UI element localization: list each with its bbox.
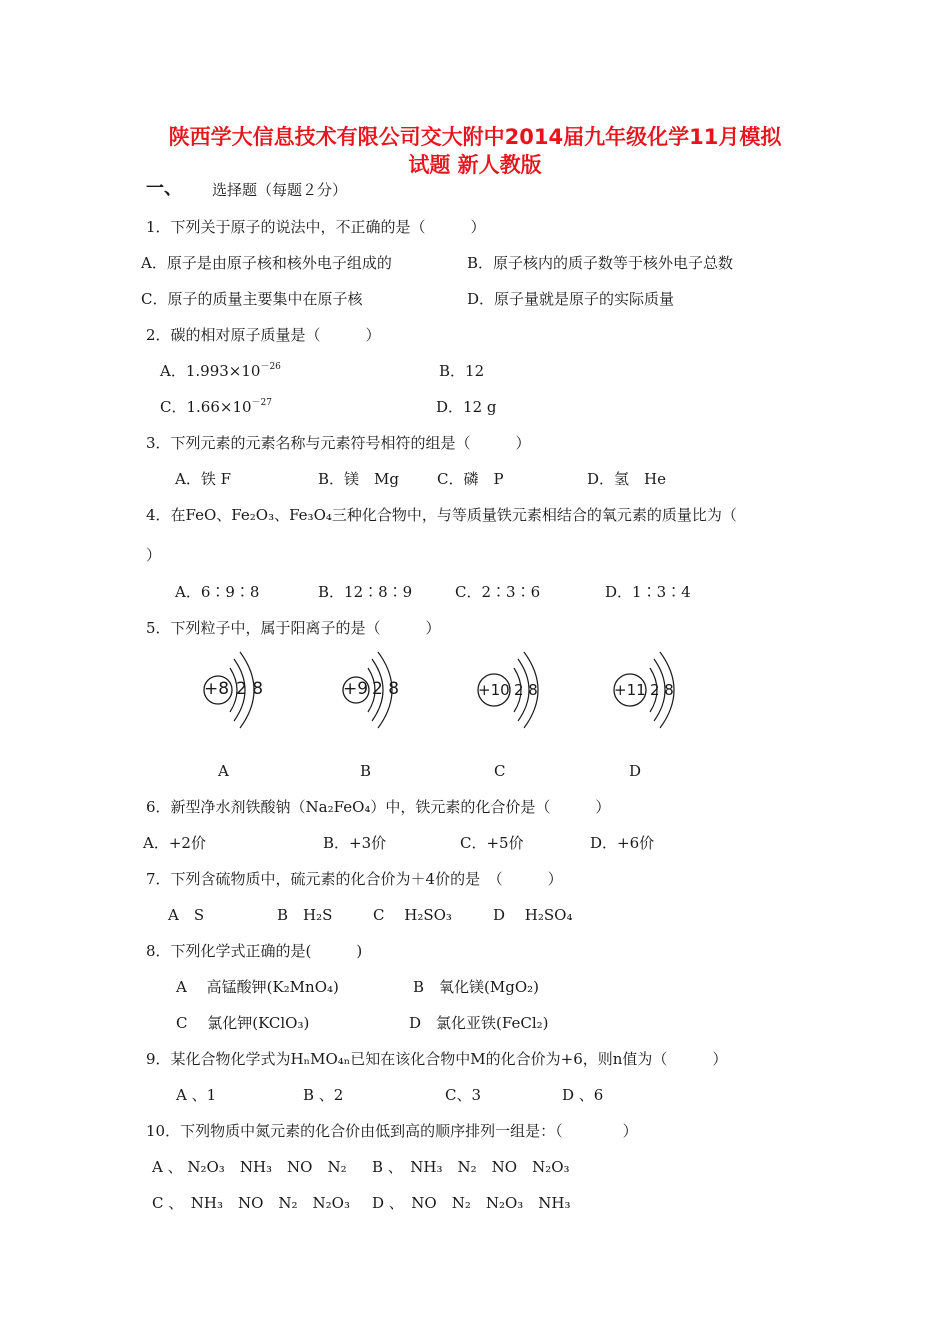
atom-d-shells: 2 8: [650, 681, 674, 699]
q10-option-b: B 、 NH₃ N₂ NO N₂O₃: [372, 1158, 570, 1176]
atom-d-nucleus: +11: [614, 681, 646, 699]
section-number: 一、: [146, 178, 182, 199]
q7-stem: 7．下列含硫物质中，硫元素的化合价为＋4价的是 （ ）: [146, 870, 563, 888]
q2-option-a-base: A．1.993×10: [160, 362, 261, 380]
q6-option-d: D．+6价: [590, 834, 655, 852]
q3-option-d: D．氢 He: [587, 470, 666, 488]
q2-option-c-base: C．1.66×10: [160, 398, 252, 416]
q3-stem: 3．下列元素的元素名称与元素符号相符的组是（ ）: [146, 434, 531, 452]
q2-option-a: [160, 362, 281, 380]
q10-option-a: A 、 N₂O₃ NH₃ NO N₂: [152, 1158, 347, 1176]
q7-option-c: C H₂SO₃: [373, 906, 452, 924]
q9-stem: 9．某化合物化学式为HₙMO₄ₙ已知在该化合物中M的化合价为+6，则n值为（ ）: [146, 1050, 728, 1068]
q7-option-a: A S: [168, 906, 205, 924]
atom-structure-b: [340, 650, 430, 730]
section-label: 选择题（每题２分）: [212, 181, 348, 199]
q2-option-c-exponent: －27: [251, 398, 272, 408]
q3-option-a: A．铁 F: [175, 470, 232, 488]
q1-option-c: C．原子的质量主要集中在原子核: [141, 290, 363, 308]
q4-option-c: C．2∶3∶6: [455, 583, 541, 601]
document-title-line1: 陕西学大信息技术有限公司交大附中2014届九年级化学11月模拟: [168, 125, 782, 149]
atom-a-nucleus: +8: [204, 679, 230, 699]
q2-option-b: B．12: [439, 362, 485, 380]
atom-label-d: D: [629, 762, 642, 780]
q2-option-a-exponent: －26: [260, 362, 281, 372]
q7-option-d: D H₂SO₄: [493, 906, 573, 924]
q1-option-d: D．原子量就是原子的实际质量: [467, 290, 675, 308]
q10-option-d: D 、 NO N₂ N₂O₃ NH₃: [372, 1194, 571, 1212]
q10-option-c: C 、 NH₃ NO N₂ N₂O₃: [152, 1194, 350, 1212]
q1-stem: 1．下列关于原子的说法中，不正确的是（ ）: [146, 218, 486, 236]
q5-stem: 5．下列粒子中，属于阳离子的是（ ）: [146, 619, 441, 637]
q2-option-d: D．12 g: [436, 398, 497, 416]
q1-option-b: B．原子核内的质子数等于核外电子总数: [467, 254, 734, 272]
atom-c-nucleus: +10: [478, 681, 510, 699]
q4-stem-end: ）: [146, 546, 162, 564]
atom-structure-c: [474, 650, 564, 730]
q2-option-c: [160, 398, 272, 416]
q9-option-b: B 、2: [303, 1086, 344, 1104]
q7-option-b: B H₂S: [277, 906, 333, 924]
atom-label-c: C: [494, 762, 506, 780]
q6-stem: 6．新型净水剂铁酸钠（Na₂FeO₄）中，铁元素的化合价是（ ）: [146, 798, 611, 816]
q8-option-a: A 高锰酸钾(K₂MnO₄): [176, 978, 339, 996]
atom-label-a: A: [218, 762, 229, 780]
atom-c-shells: 2 8: [514, 681, 538, 699]
q1-option-a: A．原子是由原子核和核外电子组成的: [141, 254, 392, 272]
q8-option-b: B 氧化镁(MgO₂): [413, 978, 539, 996]
q9-option-d: D 、6: [562, 1086, 604, 1104]
q3-option-c: C．磷 P: [437, 470, 504, 488]
q4-option-d: D．1∶3∶4: [605, 583, 691, 601]
q2-stem: 2．碳的相对原子质量是（ ）: [146, 326, 381, 344]
q8-option-d: D 氯化亚铁(FeCl₂): [409, 1014, 549, 1032]
q4-stem: 4．在FeO、Fe₂O₃、Fe₃O₄三种化合物中，与等质量铁元素相结合的氧元素的质量比为（: [146, 506, 737, 524]
q10-stem: 10．下列物质中氮元素的化合价由低到高的顺序排列一组是：（ ）: [146, 1122, 638, 1140]
atom-b-shells: 2 8: [372, 679, 400, 699]
q6-option-b: B．+3价: [323, 834, 387, 852]
q6-option-a: A．+2价: [143, 834, 206, 852]
q3-option-b: B．镁 Mg: [318, 470, 399, 488]
atom-a-shells: 2 8: [236, 679, 264, 699]
atom-structure-d: [610, 650, 700, 730]
q8-option-c: C 氯化钾(KClO₃): [176, 1014, 310, 1032]
q6-option-c: C．+5价: [460, 834, 524, 852]
q8-stem: 8．下列化学式正确的是( ): [146, 942, 363, 960]
q9-option-c: C、3: [445, 1086, 482, 1104]
atom-structure-a: [200, 650, 290, 730]
q4-option-a: A．6∶9∶8: [175, 583, 260, 601]
atom-b-nucleus: +9: [343, 679, 369, 699]
q4-option-b: B．12∶8∶9: [318, 583, 413, 601]
atom-label-b: B: [360, 762, 372, 780]
document-title-line2: 试题 新人教版: [408, 153, 542, 177]
q9-option-a: A 、1: [176, 1086, 217, 1104]
